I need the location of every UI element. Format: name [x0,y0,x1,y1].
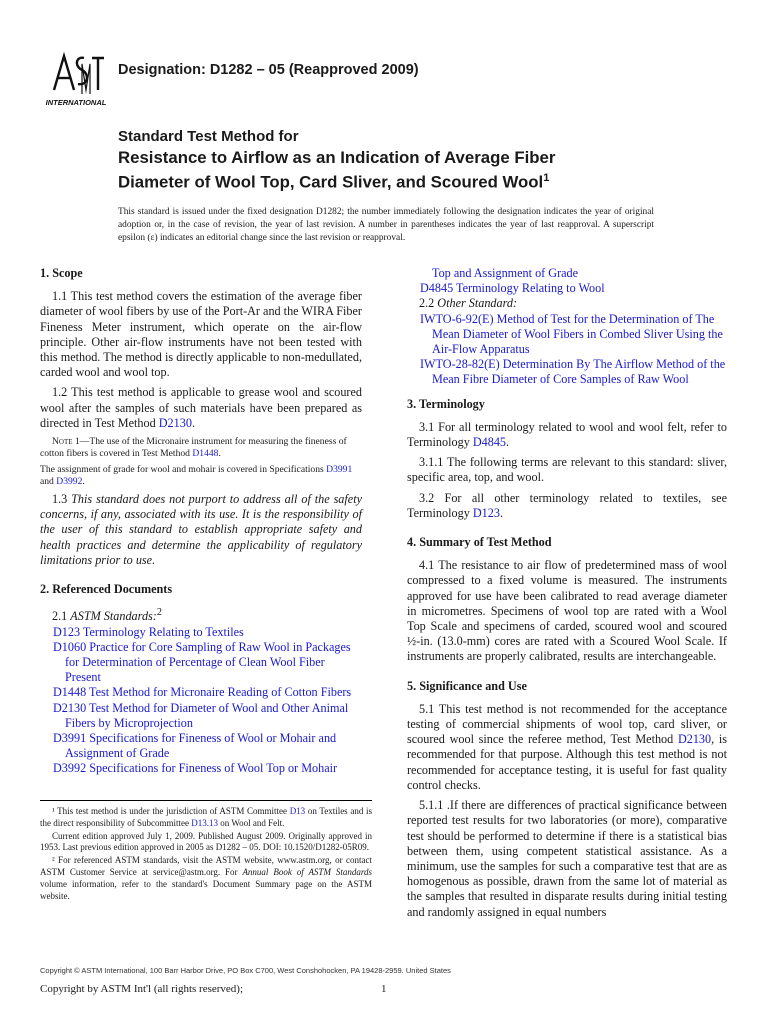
para-2-1: 2.1 ASTM Standards:$^2$ [52,607,162,624]
para-3-1: 3.1 For all terminology related to wool and wool felt, refer to Terminology D4845. [407,419,727,450]
link-d4845[interactable]: D4845 [472,435,507,450]
ref-iwto-28-82[interactable]: IWTO-28-82(E) Determination By The Airflow Method of the Mean Fibre Diameter of Core Samples of Raw Wool [420,357,726,387]
intro-paragraph: This standard is issued under the fixed designation D1282; the number immediately following the designation indicates the year of original adoption or, in the case of revision, the year of last revision. A number in parentheses indicates the year of last reapproval. A superscript epsilon (ε) indicates an editorial change since the last revision or reapproval. [118,207,654,243]
title-footnote-ref: 1 [543,172,550,184]
link-d13-13[interactable]: D13.13 [191,817,218,828]
ref-d1060[interactable]: D1060 Practice for Core Sampling of Raw Wool in Packages for Determination of Percentage of Clean Wool Fiber Present [53,639,351,685]
para-1-1: 1.1 This test method covers the estimation of the average fiber diameter of wool fibers by use of the Port-Ar and the WIRA Fiber Fineness Meter instrument, which operate on the air-flow principle. Other air-flow instruments have not been tested with this method. The method is directly applicable to non-medullated, carded wool and wool top. [40,289,362,380]
ref-d1448[interactable]: D1448 Test Method for Micronaire Reading of Cotton Fibers [53,685,352,700]
link-d2130[interactable]: D2130 [158,415,192,430]
para-4-1: 4.1 The resistance to air flow of predetermined mass of wool compressed to a fixed volume is measured. The instruments approved for use have been calibrated to read average diameter in micrometres. Specimens of wool top are rated with a Wool Top Scale and specimens of carded, scoured wool and scoured ½-in. (13.0-mm) cores are rated with a Scoured Wool Scale. If instruments are properly calibrated, results are interchangeable. [407,558,727,664]
footnote-1: ¹ This test method is under the jurisdiction of ASTM Committee D13 on Textiles and is the direct responsibility of Subcommittee D13.13 on Wool and Felt. [40,806,372,828]
title-block [118,128,555,193]
ref-d4845[interactable]: D4845 Terminology Relating to Wool [420,281,605,296]
note-1: Note 1—The use of the Micronaire instrument for measuring the fineness of cotton fibers is covered in Test Method D1448. [40,436,347,460]
ref-d3992[interactable]: D3992 Specifications for Fineness of Wool Top or Mohair [53,761,338,776]
scope-heading: 1. Scope [40,266,83,280]
para-1-3: 1.3 This standard does not purport to address all of the safety concerns, if any, associated with its use. It is the responsibility of the user of this standard to establish appropriate safety and health practices and determine the applicability of regulatory limitations prior to use. [40,492,362,567]
link-d123[interactable]: D123 [472,505,500,520]
para-2-2: 2.2 Other Standard: [419,296,518,311]
astm-logo [40,50,112,108]
link-d2130-sig[interactable]: D2130 [677,732,712,747]
link-d3992[interactable]: D3992 [56,476,83,488]
right-column [407,266,727,925]
link-d3991[interactable]: D3991 [326,464,353,476]
ref-d123[interactable]: D123 Terminology Relating to Textiles [53,624,244,639]
para-3-2: 3.2 For all other terminology related to textiles, see Terminology D123. [407,490,727,520]
significance-heading: 5. Significance and Use [407,678,527,693]
title-line1: Resistance to Airflow as an Indication of Average Fiber [118,148,556,167]
link-d13[interactable]: D13 [289,806,306,816]
referenced-documents-heading: 2. Referenced Documents [40,582,173,597]
designation: Designation: D1282 – 05 (Reapproved 2009) [118,62,419,78]
title-pre: Standard Test Method for [118,128,299,145]
para-5-1-1: 5.1.1 .If there are differences of practical significance between reported test results for two laboratories (or more), comparative test should be performed to determine if there is a statistical bias between them, using competent statistical assistance. As a minimum, use the samples for such a comparative test that are as homogenous as possible, drawn from the same lot of material as the samples that resulted in disparate results during initial testing and randomly assigned in equal numbers [407,798,727,919]
ref-d3991[interactable]: D3991 Specifications for Fineness of Wool or Mohair and Assignment of Grade [53,730,337,761]
title-line2: Diameter of Wool Top, Card Sliver, and Scoured Wool$^1$ [118,172,550,192]
para-5-1: 5.1 This test method is not recommended for the acceptance testing of commercial shipments of wool top, card sliver, or scoured wool since the referee method, Test Method D2130, is recommended for that purpose. Although this test method is not recommended for acceptance testing, it is useful for fast quality control checks. [407,701,727,792]
left-column [40,266,362,777]
footer-copyright-line: Copyright © ASTM International, 100 Barr Harbor Drive, PO Box C700, West Conshohocken, PA 19428-2959. United States [40,966,451,975]
note-1-grade: The assignment of grade for wool and mohair is covered in Specifications D3991 and D3992. [40,464,353,488]
ref-d2130[interactable]: D2130 Test Method for Diameter of Wool and Other Animal Fibers by Microprojection [53,700,349,730]
logo-sub-text: INTERNATIONAL [45,98,107,107]
page-number: 1 [381,983,387,995]
footer-copyright: Copyright by ASTM Int'l (all rights reserved); [40,983,244,995]
link-d1448[interactable]: D1448 [192,448,219,460]
footnote-2: ² For referenced ASTM standards, visit the ASTM website, www.astm.org, or contact ASTM Customer Service at service@astm.org. For Annual Book of ASTM Standards volume information, refer to the standard's Document Summary page on the ASTM website. [40,855,372,901]
footnotes [40,800,372,903]
footnote-1-edition: Current edition approved July 1, 2009. Published August 2009. Originally approved in 1953. Last previous edition approved in 2005 as D1282 – 05. DOI: 10.1520/D1282-05R09. [40,830,372,853]
terminology-heading: 3. Terminology [407,396,485,411]
para-3-1-1: 3.1.1 The following terms are relevant to this standard: sliver, specific area, top, and wool. [407,455,727,485]
ref-iwto-6-92[interactable]: IWTO-6-92(E) Method of Test for the Determination of The Mean Diameter of Wool Fibers in Combed Sliver Using the Air-Flow Apparatus [420,311,723,357]
para-1-2: 1.2 This test method is applicable to grease wool and scoured wool after the samples of such materials have been prepared as directed in Test Method D2130. [40,385,362,430]
summary-heading: 4. Summary of Test Method [407,535,552,550]
ref-d3992-cont[interactable]: Top and Assignment of Grade [432,266,579,280]
